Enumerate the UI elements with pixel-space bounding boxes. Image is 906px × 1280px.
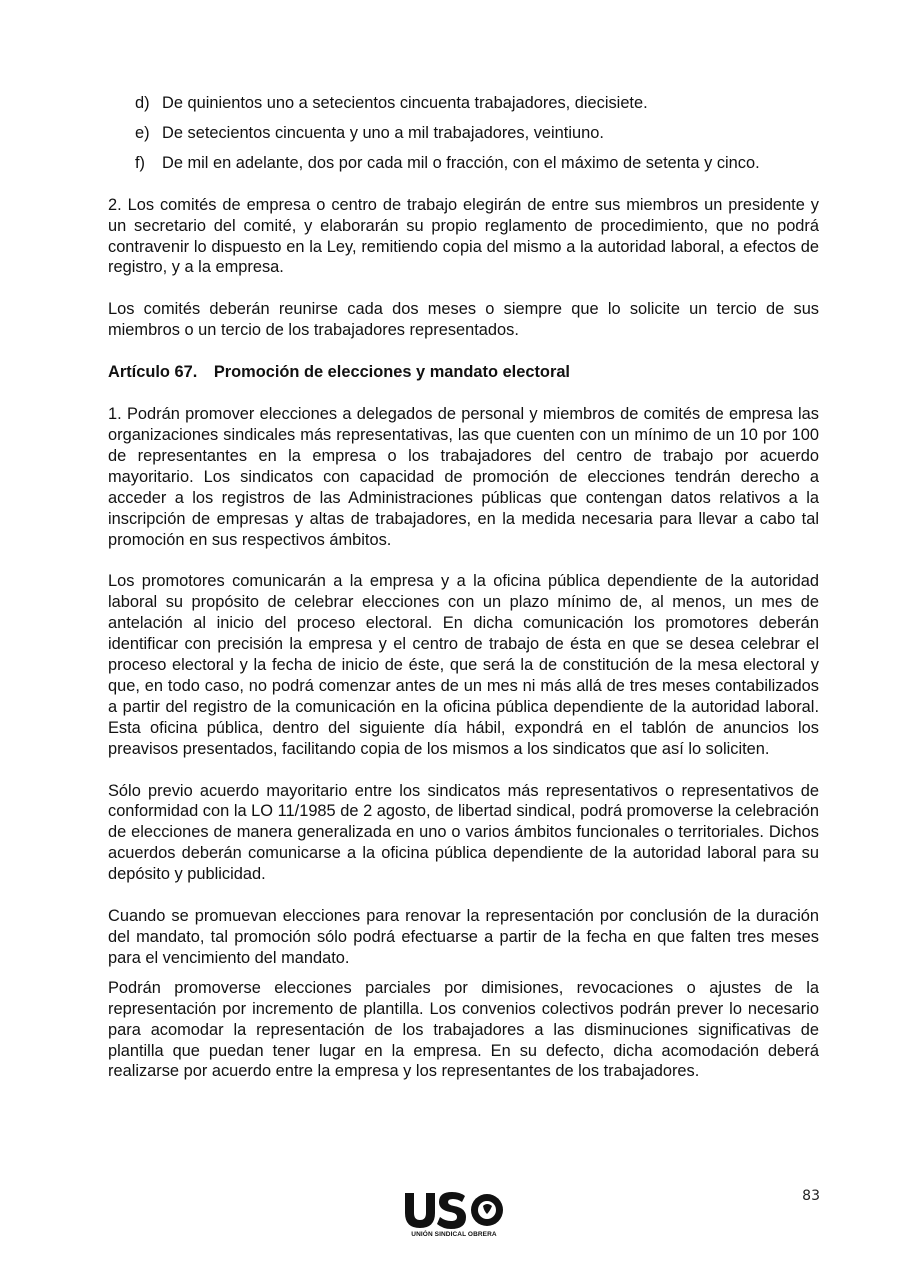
list-item-text: De mil en adelante, dos por cada mil o fracción, con el máximo de setenta y cinco. — [162, 153, 760, 172]
paragraph: 2. Los comités de empresa o centro de trabajo elegirán de entre sus miembros un presidente y un secretario del comité, y elaborarán su propio reglamento de procedimiento, que no podrá contravenir lo dispuesto en la Ley, remitiendo copia del mismo a la autoridad laboral, a efectos de registro, y a la empresa. — [108, 195, 819, 277]
list-item-text: De setecientos cincuenta y uno a mil trabajadores, veintiuno. — [162, 123, 604, 142]
document-page — [108, 93, 819, 1103]
list-marker: e) — [135, 123, 150, 142]
article-heading — [108, 362, 819, 383]
list-item — [108, 123, 819, 144]
article-number: Artículo 67. — [108, 363, 198, 382]
page-number: 83 — [802, 1188, 820, 1204]
paragraph: Podrán promoverse elecciones parciales por dimisiones, revocaciones o ajustes de la representación por incremento de plantilla. Los convenios colectivos podrán prever lo necesario para acomodar la representación de los trabajadores a las disminuciones significativas de plantilla que puedan tener lugar en la empresa. En su defecto, dicha acomodación deberá realizarse por acuerdo entre la empresa y los representantes de los trabajadores. — [108, 978, 819, 1081]
paragraph: Cuando se promuevan elecciones para renovar la representación por conclusión de la duración del mandato, tal promoción sólo podrá efectuarse a partir de la fecha en que falten tres meses para el vencimiento del mandato. — [108, 907, 819, 967]
paragraph: Sólo previo acuerdo mayoritario entre los sindicatos más representativos o representativos de conformidad con la LO 11/1985 de 2 agosto, de libertad sindical, podrá promoverse la celebración de elecciones de manera generalizada en uno o varios ámbitos funcionales o territoriales. Dichos acuerdos deberán comunicarse a la oficina pública dependiente de la autoridad laboral para su depósito y publicidad. — [108, 781, 819, 884]
uso-logo — [403, 1190, 505, 1242]
list-marker: f) — [135, 153, 146, 172]
logo-subtitle: UNIÓN SINDICAL OBRERA — [411, 1231, 497, 1238]
numbered-list — [108, 93, 819, 174]
article-title: Promoción de elecciones y mandato electoral — [213, 363, 570, 382]
list-item — [108, 153, 819, 174]
paragraph: 1. Podrán promover elecciones a delegados de personal y miembros de comités de empresa las organizaciones sindicales más representativas, las que cuenten con un mínimo de un 10 por 100 de representantes en la empresa o los trabajadores del centro de trabajo por acuerdo mayoritario. Los sindicatos con capacidad de promoción de elecciones tendrán derecho a acceder a los registros de las Administraciones públicas que contengan datos relativos a la inscripción de empresas y altas de trabajadores, en la medida necesaria para llevar a cabo tal promoción en sus respectivos ámbitos. — [108, 405, 819, 549]
paragraph: Los comités deberán reunirse cada dos meses o siempre que lo solicite un tercio de sus miembros o un tercio de los trabajadores representados. — [108, 300, 819, 340]
list-item-text: De quinientos uno a setecientos cincuenta trabajadores, diecisiete. — [162, 94, 648, 112]
list-item — [108, 93, 819, 114]
paragraph: Los promotores comunicarán a la empresa y a la oficina pública dependiente de la autoridad laboral su propósito de celebrar elecciones con un plazo mínimo de, al menos, un mes de antelación al inicio del proceso electoral. En dicha comunicación los promotores deberán identificar con precisión la empresa y el centro de trabajo de ésta en que se desea celebrar el proceso electoral y la fecha de inicio de éste, que será la de constitución de la mesa electoral y que, en todo caso, no podrá comenzar antes de un mes ni más allá de tres meses contabilizados a partir del registro de la comunicación en la oficina pública dependiente de la autoridad laboral. Esta oficina pública, dentro del siguiente día hábil, expondrá en el tablón de anuncios los preavisos presentados, facilitando copia de los mismos a los sindicatos que así lo soliciten. — [108, 572, 819, 758]
list-marker: d) — [135, 94, 150, 112]
uso-logo-icon — [403, 1190, 505, 1230]
